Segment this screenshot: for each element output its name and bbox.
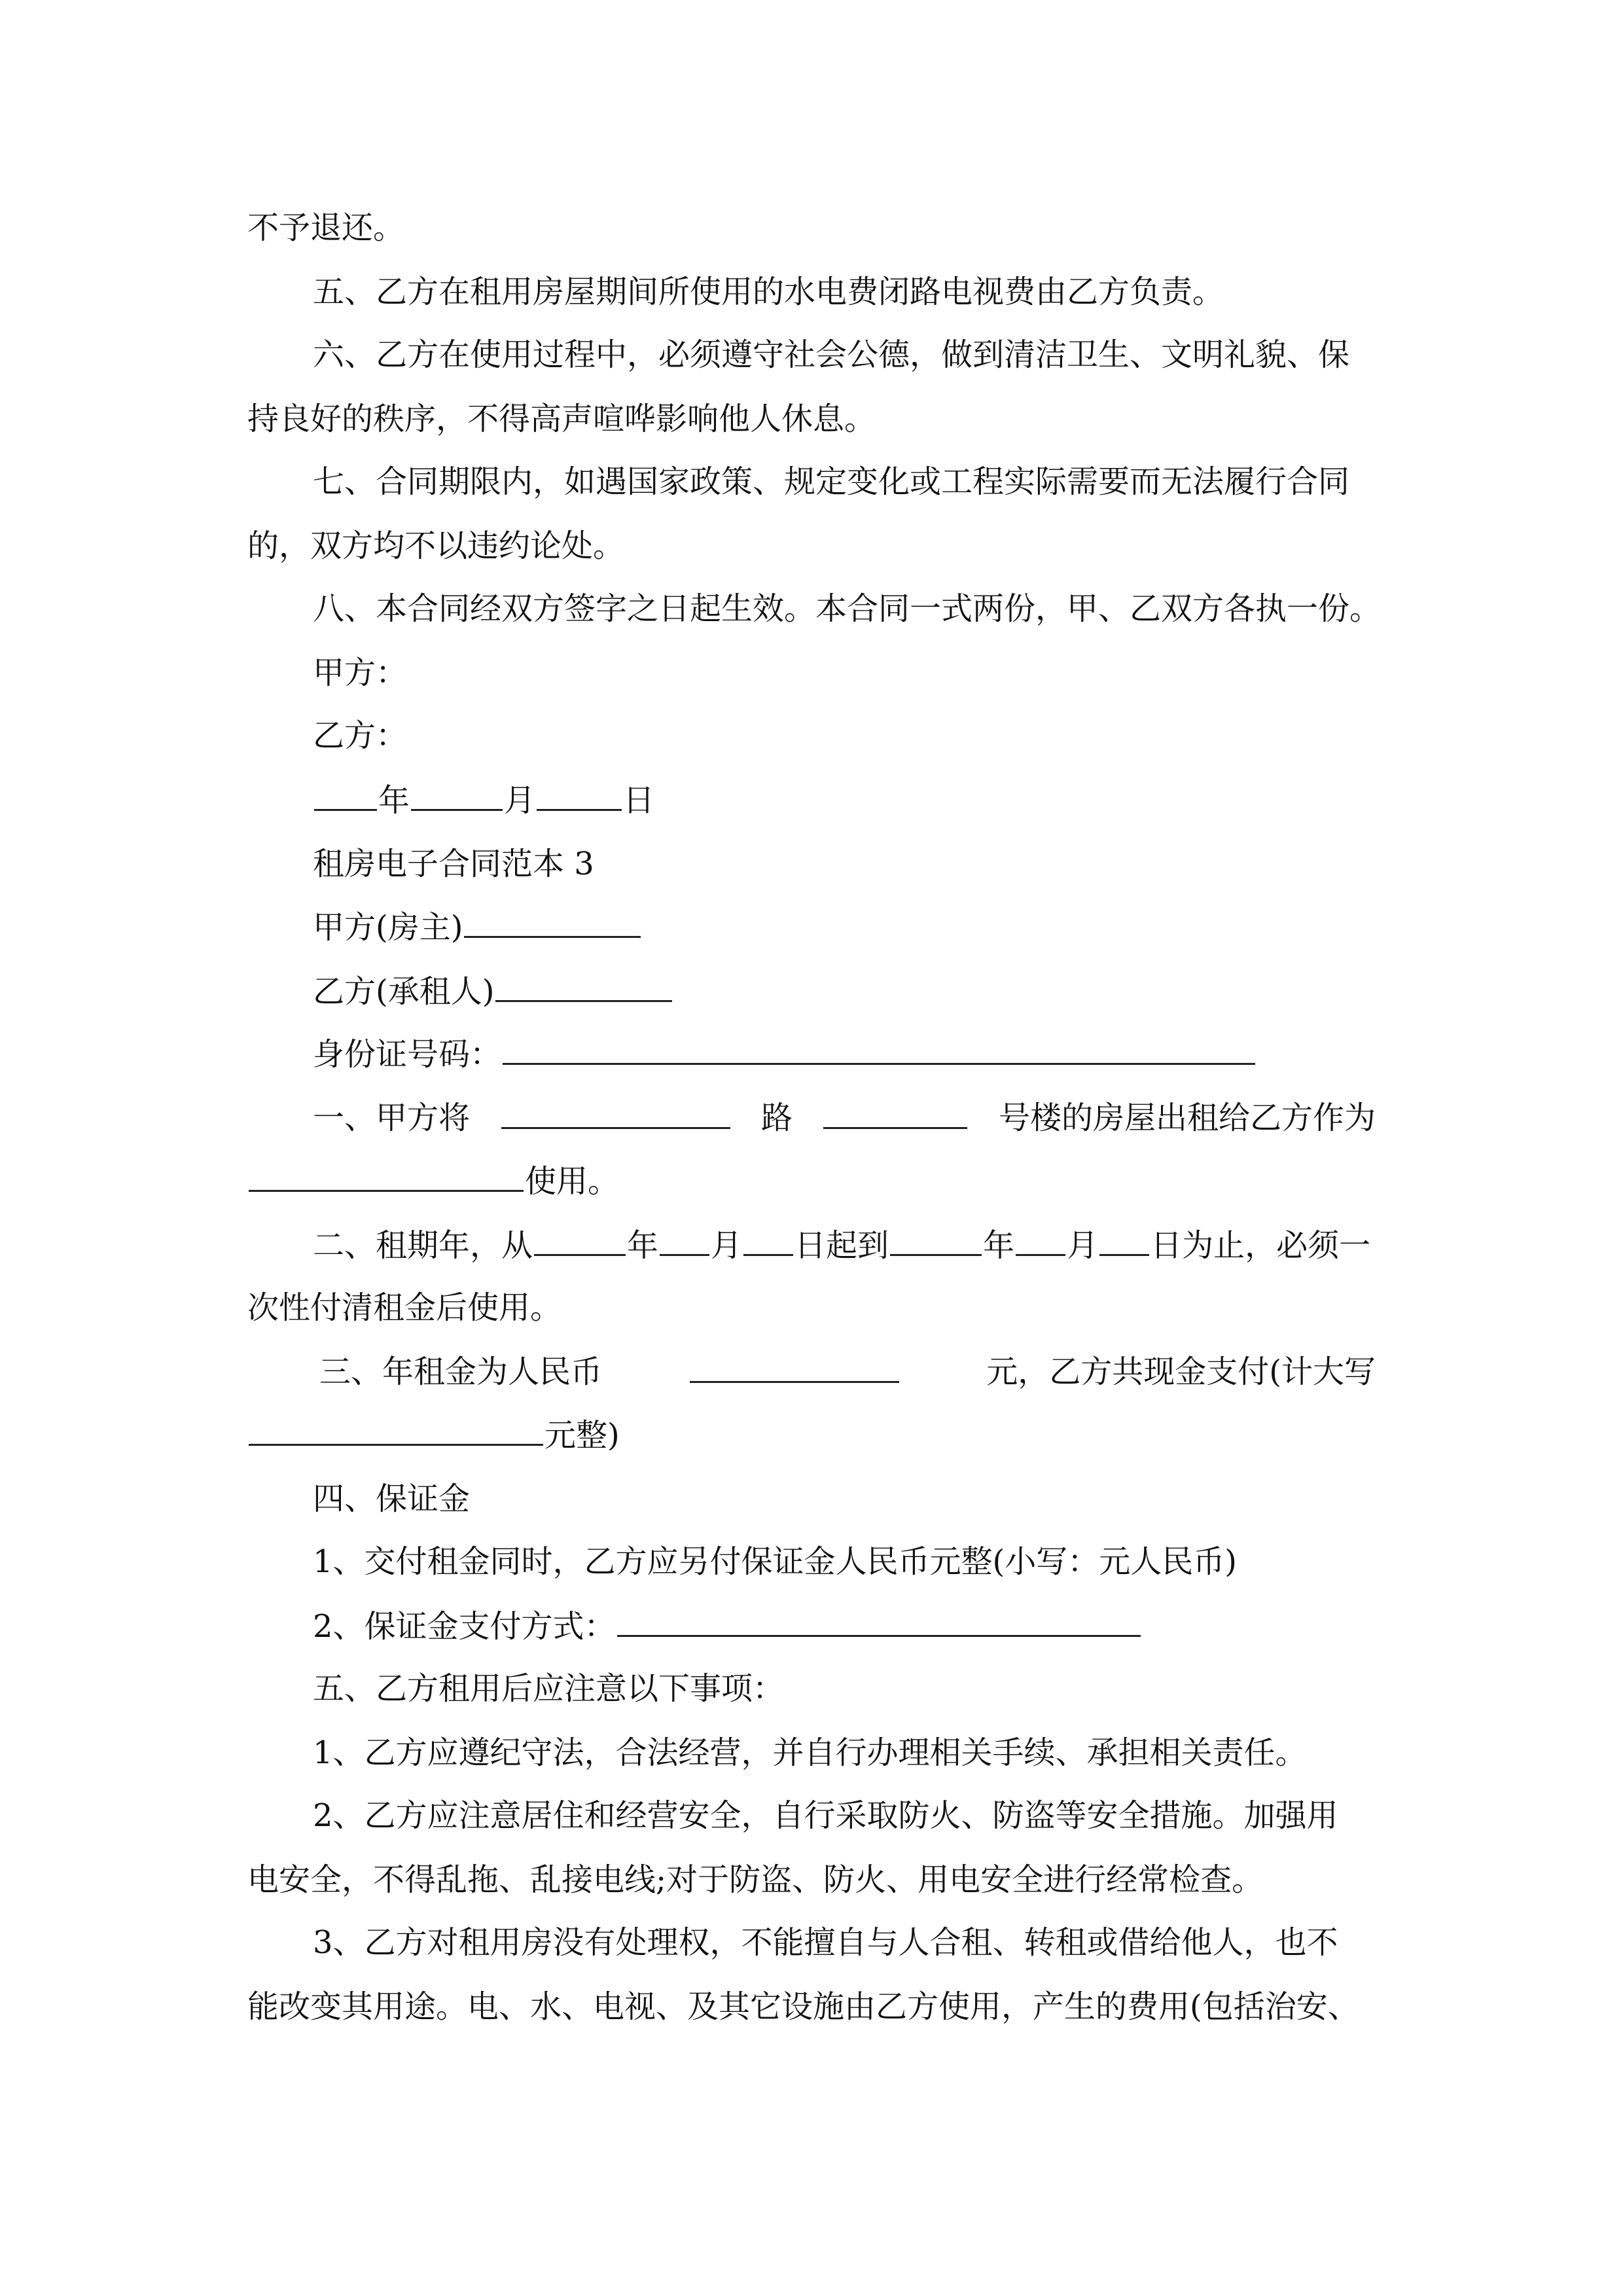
clause-6-conduct: 六、乙方在使用过程中，必须遵守社会公德，做到清洁卫生、文明礼貌、保 <box>313 336 1350 373</box>
start-year-label: 年 <box>627 1227 659 1264</box>
end-month-label: 月 <box>1067 1227 1099 1264</box>
start-month-blank <box>660 1225 709 1256</box>
clause-4-deposit: 四、保证金 <box>313 1480 471 1517</box>
clause-1-usage-line <box>247 1161 619 1200</box>
clause-7-force-majeure-cont: 的，双方均不以违约论处。 <box>247 528 625 564</box>
id-number-label: 身份证号码： <box>313 1036 502 1073</box>
year-blank <box>314 780 377 811</box>
clause-1-usage: 使用。 <box>525 1163 620 1200</box>
clause-1-part-a: 一、甲方将 <box>313 1100 471 1136</box>
clause-2-part-g: 日为止，必须一 <box>1150 1227 1371 1264</box>
notice-item-1: 1、乙方应遵纪守法，合法经营，并自行办理相关手续、承担相关责任。 <box>313 1734 1307 1771</box>
tenant-blank <box>495 971 672 1002</box>
deposit-item-1: 1、交付租金同时，乙方应另付保证金人民币元整(小写：元人民币) <box>313 1543 1237 1580</box>
end-year-blank <box>890 1225 982 1256</box>
clause-5-utilities: 五、乙方在租用房屋期间所使用的水电费闭路电视费由乙方负责。 <box>313 274 1224 310</box>
clause-1-part-c: 号楼的房屋出租给乙方作为 <box>998 1100 1376 1136</box>
rent-words-blank <box>249 1415 543 1446</box>
start-day-label: 日起到 <box>794 1227 889 1264</box>
clause-3-part-b: 元，乙方共现金支付(计大写 <box>986 1354 1376 1390</box>
clause-3-amount-suffix: 元整) <box>544 1417 620 1454</box>
usage-blank <box>249 1161 524 1192</box>
clause-1-part-b: 路 <box>760 1100 793 1136</box>
notice-item-3: 3、乙方对租用房没有处理权，不能擅自与人合租、转租或借给他人，也不 <box>313 1924 1338 1961</box>
clause-3-rent-cont <box>247 1415 620 1454</box>
landlord-label: 甲方(房主) <box>313 909 463 946</box>
end-month-blank <box>1016 1225 1065 1256</box>
start-year-blank <box>534 1225 626 1256</box>
party-a-signature: 甲方： <box>313 655 408 691</box>
month-blank <box>411 780 503 811</box>
day-label: 日 <box>623 782 655 819</box>
clause-3-part-a: 三、年租金为人民币 <box>319 1354 603 1390</box>
tenant-label: 乙方(承租人) <box>313 973 495 1010</box>
notice-item-2: 2、乙方应注意居住和经营安全，自行采取防火、防盗等安全措施。加强用 <box>313 1797 1338 1834</box>
landlord-blank <box>464 907 641 938</box>
tenant-line <box>313 971 673 1011</box>
clause-7-force-majeure: 七、合同期限内，如遇国家政策、规定变化或工程实际需要而无法履行合同 <box>313 463 1350 500</box>
clause-5-notices: 五、乙方租用后应注意以下事项： <box>313 1670 785 1707</box>
clause-3-rent <box>319 1352 1376 1391</box>
end-year-label: 年 <box>983 1227 1015 1264</box>
start-day-blank <box>743 1225 793 1256</box>
road-blank <box>501 1098 730 1129</box>
text-line-refund: 不予退还。 <box>247 209 405 246</box>
clause-2-part-a: 二、租期年，从 <box>313 1227 533 1264</box>
deposit-method-blank <box>617 1606 1141 1637</box>
notice-item-2-cont: 电安全，不得乱拖、乱接电线;对于防盗、防火、用电安全进行经常检查。 <box>247 1861 1264 1898</box>
end-day-blank <box>1099 1225 1149 1256</box>
clause-2-term-cont: 次性付清租金后使用。 <box>247 1289 562 1326</box>
notice-item-3-cont: 能改变其用途。电、水、电视、及其它设施由乙方使用，产生的费用(包括治安、 <box>247 1988 1359 2025</box>
building-blank <box>823 1098 967 1129</box>
deposit-method-label: 2、保证金支付方式： <box>313 1608 616 1645</box>
clause-2-term <box>313 1225 1370 1265</box>
contract-title: 租房电子合同范本 3 <box>313 846 594 882</box>
clause-8-effective: 八、本合同经双方签字之日起生效。本合同一式两份，甲、乙双方各执一份。 <box>313 590 1382 627</box>
start-month-label: 月 <box>711 1227 743 1264</box>
clause-6-conduct-cont: 持良好的秩序，不得高声喧哗影响他人休息。 <box>247 401 876 437</box>
id-number-blank <box>503 1034 1255 1065</box>
party-b-signature: 乙方： <box>313 717 408 754</box>
date-line <box>313 780 654 819</box>
rent-amount-blank <box>690 1352 899 1383</box>
month-label: 月 <box>504 782 536 819</box>
deposit-item-2 <box>313 1606 1142 1645</box>
landlord-line <box>313 907 642 946</box>
day-blank <box>537 780 622 811</box>
id-number-line <box>313 1034 1257 1073</box>
clause-1-premises <box>313 1098 1376 1138</box>
year-label: 年 <box>378 782 410 819</box>
